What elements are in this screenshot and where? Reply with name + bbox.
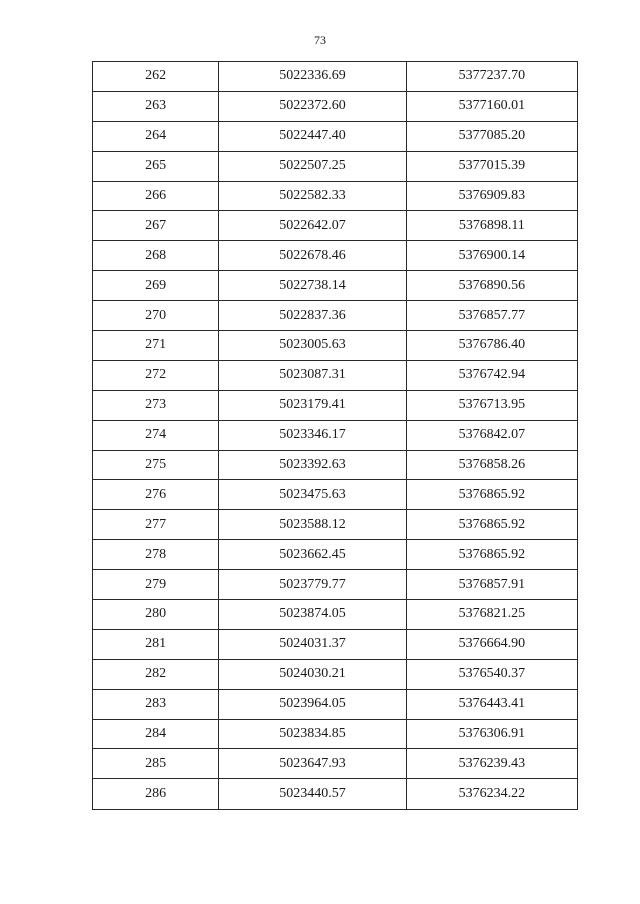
point-number-cell: 271 <box>93 331 219 361</box>
table-row <box>93 480 578 510</box>
x-coordinate-cell: 5022738.14 <box>219 271 406 301</box>
point-number-cell: 262 <box>93 62 219 92</box>
page-number: 73 <box>314 33 326 47</box>
point-number-cell: 280 <box>93 600 219 630</box>
table-row <box>93 749 578 779</box>
point-number-cell: 273 <box>93 390 219 420</box>
x-coordinate-cell: 5023964.05 <box>219 689 406 719</box>
table-row <box>93 600 578 630</box>
point-number-cell: 285 <box>93 749 219 779</box>
table-row <box>93 211 578 241</box>
y-coordinate-cell: 5376842.07 <box>406 420 577 450</box>
point-number-cell: 264 <box>93 121 219 151</box>
y-coordinate-cell: 5377085.20 <box>406 121 577 151</box>
x-coordinate-cell: 5023392.63 <box>219 450 406 480</box>
point-number-cell: 282 <box>93 659 219 689</box>
table-row <box>93 151 578 181</box>
y-coordinate-cell: 5376858.26 <box>406 450 577 480</box>
table-row <box>93 241 578 271</box>
x-coordinate-cell: 5023834.85 <box>219 719 406 749</box>
x-coordinate-cell: 5023440.57 <box>219 779 406 810</box>
x-coordinate-cell: 5023588.12 <box>219 510 406 540</box>
table-row <box>93 121 578 151</box>
coordinates-table-body <box>93 62 578 810</box>
y-coordinate-cell: 5377015.39 <box>406 151 577 181</box>
y-coordinate-cell: 5376821.25 <box>406 600 577 630</box>
y-coordinate-cell: 5376865.92 <box>406 480 577 510</box>
y-coordinate-cell: 5376713.95 <box>406 390 577 420</box>
point-number-cell: 286 <box>93 779 219 810</box>
x-coordinate-cell: 5022642.07 <box>219 211 406 241</box>
table-row <box>93 659 578 689</box>
y-coordinate-cell: 5376239.43 <box>406 749 577 779</box>
coordinates-table <box>92 61 578 810</box>
point-number-cell: 279 <box>93 570 219 600</box>
table-row <box>93 271 578 301</box>
point-number-cell: 267 <box>93 211 219 241</box>
y-coordinate-cell: 5376742.94 <box>406 360 577 390</box>
y-coordinate-cell: 5376540.37 <box>406 659 577 689</box>
x-coordinate-cell: 5023179.41 <box>219 390 406 420</box>
table-row <box>93 181 578 211</box>
table-row <box>93 540 578 570</box>
y-coordinate-cell: 5376443.41 <box>406 689 577 719</box>
y-coordinate-cell: 5376909.83 <box>406 181 577 211</box>
y-coordinate-cell: 5376900.14 <box>406 241 577 271</box>
y-coordinate-cell: 5376234.22 <box>406 779 577 810</box>
point-number-cell: 268 <box>93 241 219 271</box>
table-row <box>93 91 578 121</box>
y-coordinate-cell: 5376786.40 <box>406 331 577 361</box>
y-coordinate-cell: 5377160.01 <box>406 91 577 121</box>
table-row <box>93 689 578 719</box>
table-row <box>93 450 578 480</box>
y-coordinate-cell: 5376306.91 <box>406 719 577 749</box>
y-coordinate-cell: 5376857.91 <box>406 570 577 600</box>
point-number-cell: 284 <box>93 719 219 749</box>
table-row <box>93 331 578 361</box>
point-number-cell: 263 <box>93 91 219 121</box>
table-row <box>93 390 578 420</box>
x-coordinate-cell: 5022837.36 <box>219 301 406 331</box>
x-coordinate-cell: 5022447.40 <box>219 121 406 151</box>
point-number-cell: 281 <box>93 629 219 659</box>
point-number-cell: 283 <box>93 689 219 719</box>
x-coordinate-cell: 5023475.63 <box>219 480 406 510</box>
x-coordinate-cell: 5023779.77 <box>219 570 406 600</box>
y-coordinate-cell: 5376664.90 <box>406 629 577 659</box>
y-coordinate-cell: 5376898.11 <box>406 211 577 241</box>
point-number-cell: 270 <box>93 301 219 331</box>
x-coordinate-cell: 5022678.46 <box>219 241 406 271</box>
table-row <box>93 62 578 92</box>
x-coordinate-cell: 5023005.63 <box>219 331 406 361</box>
point-number-cell: 276 <box>93 480 219 510</box>
point-number-cell: 265 <box>93 151 219 181</box>
x-coordinate-cell: 5023087.31 <box>219 360 406 390</box>
x-coordinate-cell: 5023662.45 <box>219 540 406 570</box>
table-row <box>93 719 578 749</box>
x-coordinate-cell: 5023647.93 <box>219 749 406 779</box>
y-coordinate-cell: 5376890.56 <box>406 271 577 301</box>
x-coordinate-cell: 5022582.33 <box>219 181 406 211</box>
x-coordinate-cell: 5022507.25 <box>219 151 406 181</box>
point-number-cell: 274 <box>93 420 219 450</box>
point-number-cell: 278 <box>93 540 219 570</box>
table-row <box>93 779 578 810</box>
x-coordinate-cell: 5023874.05 <box>219 600 406 630</box>
table-row <box>93 301 578 331</box>
x-coordinate-cell: 5022336.69 <box>219 62 406 92</box>
table-row <box>93 510 578 540</box>
y-coordinate-cell: 5376865.92 <box>406 510 577 540</box>
table-row <box>93 360 578 390</box>
x-coordinate-cell: 5024031.37 <box>219 629 406 659</box>
x-coordinate-cell: 5024030.21 <box>219 659 406 689</box>
x-coordinate-cell: 5022372.60 <box>219 91 406 121</box>
y-coordinate-cell: 5376865.92 <box>406 540 577 570</box>
y-coordinate-cell: 5377237.70 <box>406 62 577 92</box>
x-coordinate-cell: 5023346.17 <box>219 420 406 450</box>
point-number-cell: 275 <box>93 450 219 480</box>
point-number-cell: 266 <box>93 181 219 211</box>
table-row <box>93 629 578 659</box>
table-row <box>93 570 578 600</box>
table-row <box>93 420 578 450</box>
point-number-cell: 277 <box>93 510 219 540</box>
y-coordinate-cell: 5376857.77 <box>406 301 577 331</box>
point-number-cell: 272 <box>93 360 219 390</box>
point-number-cell: 269 <box>93 271 219 301</box>
